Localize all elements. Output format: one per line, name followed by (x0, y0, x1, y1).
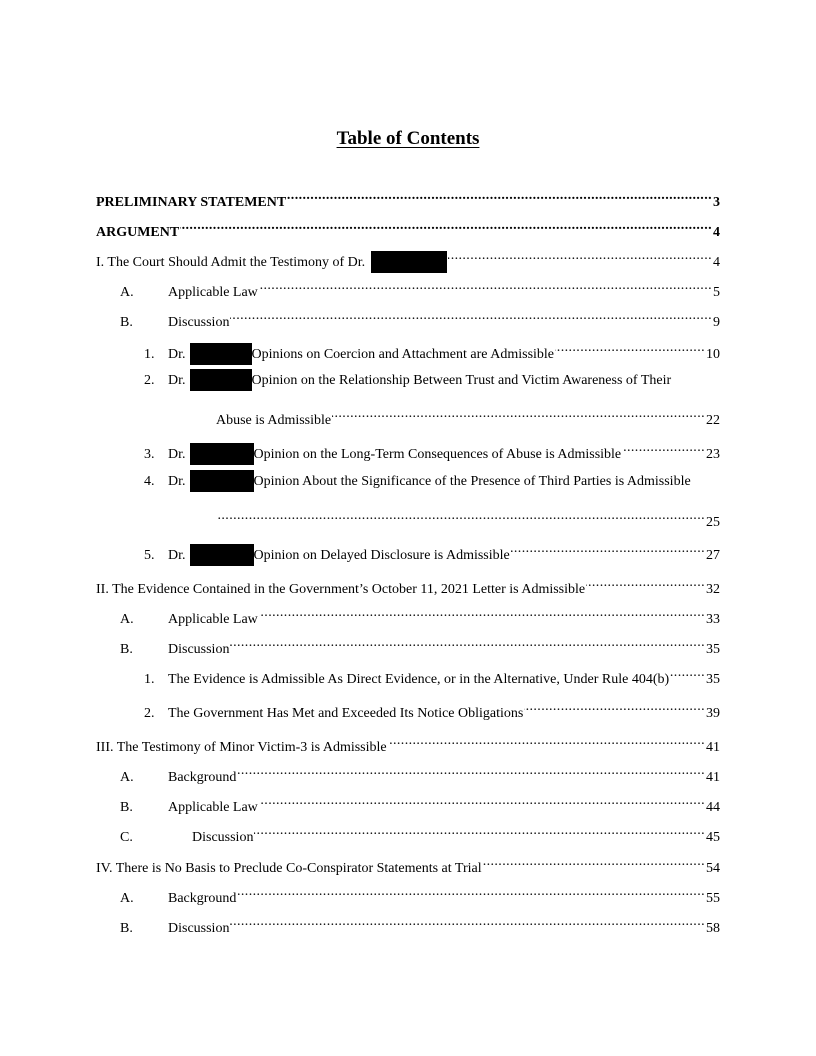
redaction-block (190, 544, 254, 566)
dot-leader (230, 633, 705, 653)
toc-number: A. (120, 285, 134, 300)
toc-label: Opinion on Delayed Disclosure is Admissible (253, 548, 510, 563)
toc-label: II. The Evidence Contained in the Government’s October 11, 2021 Letter is Admissible (96, 582, 586, 597)
toc-number: 5. (144, 548, 155, 563)
toc-number: B. (120, 921, 133, 936)
toc-label: Opinions on Coercion and Attachment are Admissible (251, 347, 555, 362)
toc-label: Applicable Law (168, 800, 258, 815)
toc-number: 1. (144, 347, 155, 362)
toc-entry-section-ii-b (120, 633, 720, 657)
toc-page-number: 41 (706, 770, 720, 785)
toc-entry-section-i (96, 246, 720, 270)
dot-leader (332, 404, 705, 424)
toc-entry-section-iii-c (120, 821, 720, 845)
toc-label: I. The Court Should Admit the Testimony of Dr. (96, 255, 366, 270)
toc-number: 3. (144, 447, 155, 462)
toc-number: C. (120, 830, 133, 845)
toc-entry-section-iii-a (120, 761, 720, 785)
redaction-block (190, 443, 254, 465)
dot-leader (287, 186, 712, 206)
toc-label: Discussion (168, 315, 230, 330)
toc-label: Discussion (192, 830, 254, 845)
toc-prefix: Dr. (168, 373, 186, 388)
toc-entry-section-iv-b (120, 912, 720, 936)
toc-entry-section-iii-b (120, 791, 720, 815)
dot-leader (586, 573, 705, 593)
toc-entry-section-iv-a (120, 882, 720, 906)
toc-number: A. (120, 770, 134, 785)
toc-number: 1. (144, 672, 155, 687)
toc-entry-preliminary-statement (96, 186, 720, 210)
toc-entry-section-i-a (120, 276, 720, 300)
toc-page-number: 23 (706, 447, 720, 462)
dot-leader (388, 731, 705, 751)
toc-number: A. (120, 612, 134, 627)
toc-prefix: Dr. (168, 347, 186, 362)
dot-leader (180, 216, 712, 236)
toc-page-number: 58 (706, 921, 720, 936)
toc-prefix: Dr. (168, 474, 186, 489)
toc-page-number: 45 (706, 830, 720, 845)
toc-label: The Government Has Met and Exceeded Its Notice Obligations (168, 706, 524, 721)
dot-leader (511, 539, 705, 559)
toc-entry-section-iv (96, 852, 720, 876)
toc-entry-section-ii (96, 573, 720, 597)
dot-leader (254, 821, 705, 841)
toc-number: 2. (144, 373, 155, 388)
dot-leader (230, 306, 712, 326)
toc-label: III. The Testimony of Minor Victim-3 is Admissible (96, 740, 387, 755)
toc-page-number: 35 (706, 672, 720, 687)
toc-label: Applicable Law (168, 285, 258, 300)
toc-number: 2. (144, 706, 155, 721)
toc-label: Discussion (168, 921, 230, 936)
toc-page-number: 3 (713, 195, 720, 210)
toc-entry-section-ii-b-2 (144, 697, 720, 721)
dot-leader (670, 663, 705, 683)
toc-number: A. (120, 891, 134, 906)
toc-label: Background (168, 891, 237, 906)
dot-leader (555, 338, 705, 358)
toc-entry-section-ii-b-1 (144, 663, 720, 687)
page-title: Table of Contents (336, 128, 480, 149)
toc-entry-section-i-b-4-continued (216, 506, 720, 530)
toc-page-number: 5 (713, 285, 720, 300)
redaction-block (190, 470, 254, 492)
toc-entry-section-i-b-2 (144, 371, 671, 391)
dot-leader (259, 276, 712, 296)
toc-page-number: 22 (706, 413, 720, 428)
dot-leader (259, 603, 705, 623)
toc-number: B. (120, 642, 133, 657)
redaction-block (190, 369, 252, 391)
toc-page-number: 33 (706, 612, 720, 627)
toc-page-number: 10 (706, 347, 720, 362)
toc-label-continued: Abuse is Admissible (216, 413, 332, 428)
toc-label: Background (168, 770, 237, 785)
toc-entry-section-i-b-1 (144, 338, 720, 362)
toc-number: 4. (144, 474, 155, 489)
toc-page-number: 4 (713, 255, 720, 270)
toc-label: PRELIMINARY STATEMENT (96, 195, 287, 210)
toc-label: Opinion About the Significance of the Presence of Third Parties is Admissible (253, 474, 691, 489)
toc-label: Opinion on the Relationship Between Trust and Victim Awareness of Their (251, 373, 672, 388)
toc-label: Discussion (168, 642, 230, 657)
toc-entry-section-ii-a (120, 603, 720, 627)
toc-page-number: 4 (713, 225, 720, 240)
toc-page-number: 32 (706, 582, 720, 597)
toc-entry-section-i-b-4 (144, 472, 691, 492)
dot-leader (230, 912, 705, 932)
toc-label: Opinion on the Long-Term Consequences of Abuse is Admissible (253, 447, 622, 462)
toc-label: Applicable Law (168, 612, 258, 627)
dot-leader (237, 761, 705, 781)
toc-page-number: 54 (706, 861, 720, 876)
toc-prefix: Dr. (168, 548, 186, 563)
dot-leader (259, 791, 705, 811)
toc-page-number: 9 (713, 315, 720, 330)
toc-page-number: 27 (706, 548, 720, 563)
toc-label: ARGUMENT (96, 225, 180, 240)
toc-page-number: 55 (706, 891, 720, 906)
dot-leader (217, 506, 705, 526)
toc-page-number: 41 (706, 740, 720, 755)
toc-page-number: 39 (706, 706, 720, 721)
toc-entry-section-iii (96, 731, 720, 755)
dot-leader (448, 246, 712, 266)
toc-entry-section-i-b-2-continued (216, 404, 720, 428)
toc-entry-section-i-b (120, 306, 720, 330)
toc-entry-section-i-b-5 (144, 539, 720, 563)
toc-page-number: 25 (706, 515, 720, 530)
toc-prefix: Dr. (168, 447, 186, 462)
toc-page-number: 35 (706, 642, 720, 657)
dot-leader (237, 882, 705, 902)
redaction-block (371, 251, 447, 273)
dot-leader (524, 697, 705, 717)
dot-leader (622, 438, 705, 458)
dot-leader (483, 852, 705, 872)
toc-label: The Evidence is Admissible As Direct Evidence, or in the Alternative, Under Rule 404(b) (168, 672, 670, 687)
toc-page-number: 44 (706, 800, 720, 815)
toc-number: B. (120, 800, 133, 815)
toc-entry-argument (96, 216, 720, 240)
toc-label: IV. There is No Basis to Preclude Co-Conspirator Statements at Trial (96, 861, 482, 876)
toc-number: B. (120, 315, 133, 330)
toc-entry-section-i-b-3 (144, 438, 720, 462)
redaction-block (190, 343, 252, 365)
